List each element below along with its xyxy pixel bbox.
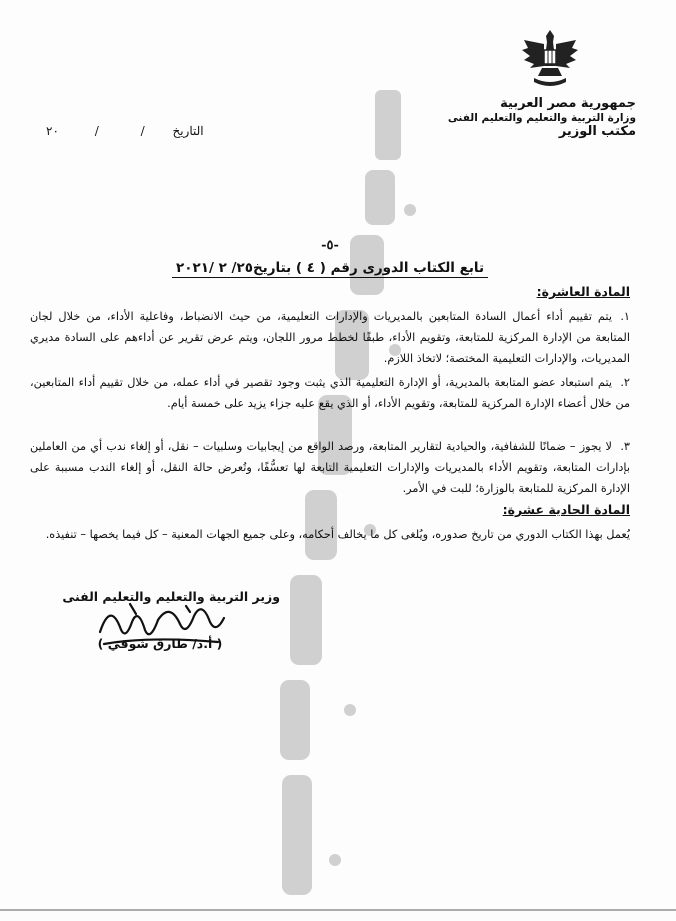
article-10-heading: المادة العاشرة: [536, 284, 630, 299]
office-name: مكتب الوزير [558, 124, 636, 140]
item-number: ١. [620, 310, 630, 323]
signatory-title: وزير التربية والتعليم والتعليم الفنى [62, 589, 280, 604]
country-name: جمهورية مصر العربية [500, 96, 636, 111]
item-text: لا يجوز – ضمانًا للشفافية، والحيادية لتقارير المتابعة، ورصد الواقع من إيجابيات وسلبيات – نقل، أو إلغاء ندب أي من العاملين بإدارات المتابعة، وتقويم الأداء بالمديريات والإدارات التعليمية التابعة لها تعسُّفًا، وتُعرض حالة النقل، أو إلغاء الندب مسببة على الإدارة المركزية للمتابعة بالوزارة؛ للبت في الأمر. [30, 440, 630, 495]
article-11-heading: المادة الحادية عشرة: [502, 502, 630, 517]
handwritten-signature [90, 592, 230, 662]
date-separator: / [140, 124, 145, 138]
item-number: ٢. [620, 376, 630, 389]
page-number: -٥- [321, 238, 339, 253]
page-edge [0, 895, 676, 921]
date-label: التاريخ [172, 124, 204, 138]
document-title [120, 260, 540, 276]
article-10-item-1 [30, 306, 630, 369]
article-10-item-3 [30, 436, 630, 499]
document-title-text: تابع الكتاب الدورى رقم ( ٤ ) بتاريخ٢٥/ ٢ /٢٠٢١ [172, 260, 488, 278]
eagle-emblem-icon [520, 26, 580, 88]
signatory-name: ( أ.د/ طارق شوقي ) [97, 636, 223, 651]
item-number: ٣. [620, 440, 630, 453]
item-text: يتم استبعاد عضو المتابعة بالمديرية، أو الإدارة التعليمية الذي يثبت وجود تقصير في أداء عمله، من خلال تقييم أداء المتابعين، من خلال أعضاء الإدارة المركزية للمتابعة، وتقويم الأداء، أو الذي يقع عليه جزاء يزيد على خمسة أيام. [30, 376, 630, 410]
date-field [40, 124, 210, 138]
item-text: يتم تقييم أداء أعمال السادة المتابعين بالمديريات والإدارات التعليمية، من حيث الانضباط، وفاعلية الأداء، من خلال لجان المتابعة من الإدارة المركزية للمتابعة، وتقويم الأداء، طبقًا لخطط مرور اللجان، ويتم عرض تقرير عن أداءهم على السادة مديري المديريات، والإدارات التعليمية المختصة؛ لاتخاذ اللازم. [30, 310, 630, 365]
date-year: ٢٠ [46, 124, 59, 138]
ministry-name: وزارة التربية والتعليم والتعليم الفنى [447, 111, 636, 124]
article-10-item-2 [30, 372, 630, 414]
letterhead [436, 96, 636, 140]
date-separator: / [94, 124, 99, 138]
article-11-text: يُعمل بهذا الكتاب الدوري من تاريخ صدوره، ويُلغى كل ما يخالف أحكامه، وعلى جميع الجهات المعنية – كل فيما يخصها – تنفيذه. [45, 528, 630, 541]
